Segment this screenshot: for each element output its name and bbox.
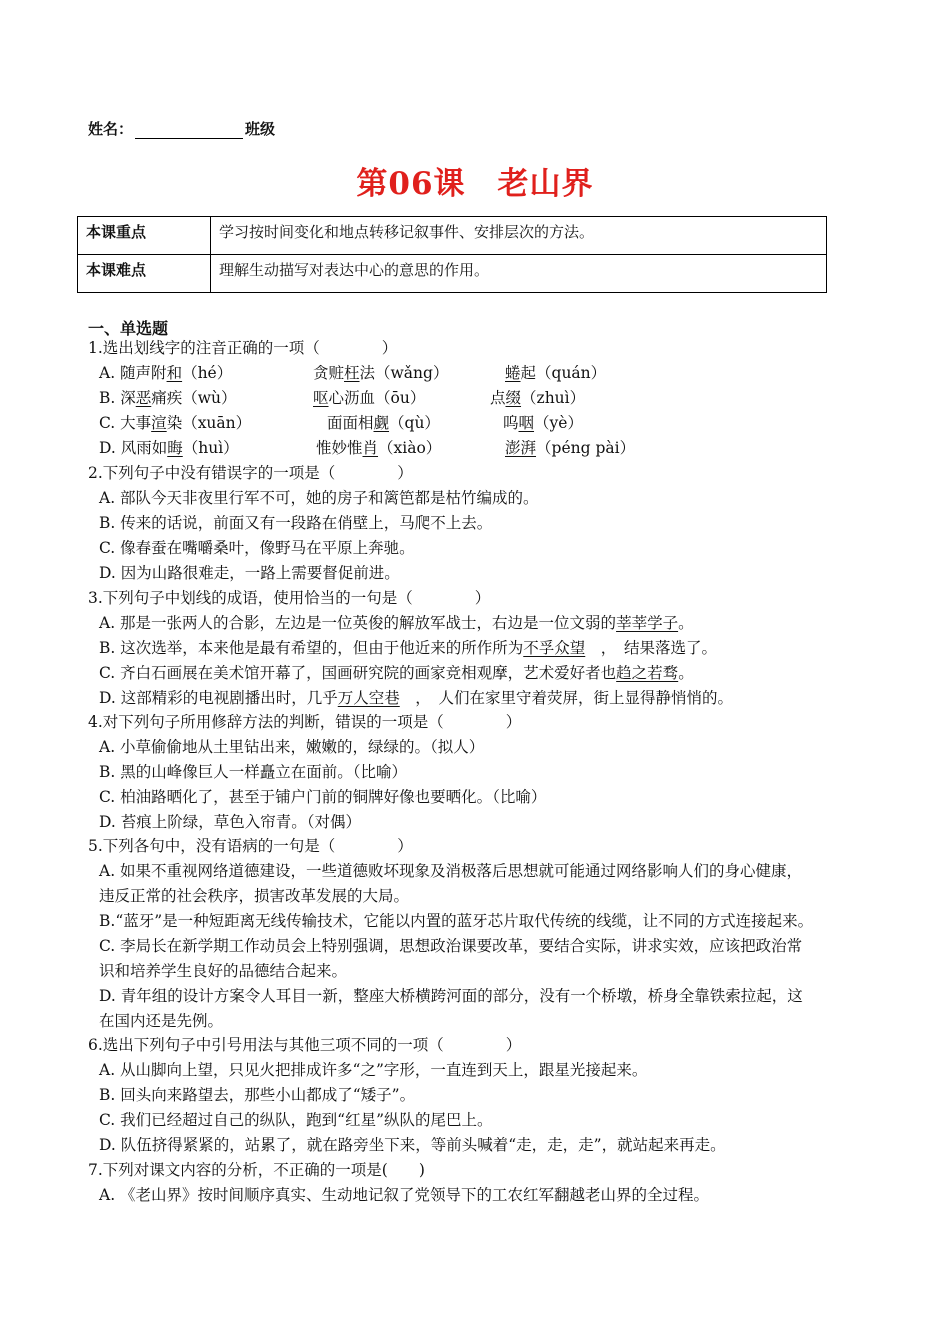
q3-option-c: C. 齐白石画展在美术馆开幕了，国画研究院的画家竞相观摩，艺术爱好者也趋之若骛。 xyxy=(99,664,694,682)
q5-option-a-line2: 违反正常的社会秩序，损害改革发展的大局。 xyxy=(99,887,410,905)
question-5-stem: 5.下列各句中，没有语病的一句是（ ） xyxy=(88,837,413,855)
q4-option-d: D. 苔痕上阶绿，草色入帘青。（对偶） xyxy=(99,813,361,831)
q5-option-d-line2: 在国内还是先例。 xyxy=(99,1012,224,1030)
q5-option-a-line1: A. 如果不重视网络道德建设，一些道德败坏现象及消极落后思想就可能通过网络影响人们的身心健康， xyxy=(99,862,803,880)
q5-option-d-line1: D. 青年组的设计方案令人耳目一新，整座大桥横跨河面的部分，没有一个桥墩，桥身全靠铁索拉起，这 xyxy=(99,987,803,1005)
focus-key: 本课重点 xyxy=(78,217,211,255)
student-info-line xyxy=(88,118,275,139)
q6-option-c: C. 我们已经超过自己的纵队，跑到“红星”纵队的尾巴上。 xyxy=(99,1111,493,1129)
q1-option-b1: B. 深恶痛疾（wù） xyxy=(99,389,237,407)
q6-option-a: A. 从山脚向上望，只见火把排成许多“之”字形，一直连到天上，跟星光接起来。 xyxy=(99,1061,648,1079)
difficulty-key: 本课难点 xyxy=(78,255,211,293)
section-heading: 一、单选题 xyxy=(88,319,169,338)
q2-option-d: D. 因为山路很难走，一路上需要督促前进。 xyxy=(99,564,400,582)
q4-option-b: B. 黑的山峰像巨人一样矗立在面前。（比喻） xyxy=(99,763,407,781)
q1-option-a3: 蜷起（quán） xyxy=(505,364,607,382)
q3-option-d: D. 这部精彩的电视剧播出时，几乎万人空巷 ， 人们在家里守着荧屏，街上显得静悄悄的。 xyxy=(99,689,734,707)
question-4-stem: 4.对下列句子所用修辞方法的判断，错误的一项是（ ） xyxy=(88,713,522,731)
q1-option-a1: A. 随声附和（hé） xyxy=(99,364,233,382)
q5-option-c-line2: 识和培养学生良好的品德结合起来。 xyxy=(99,962,348,980)
q4-option-c: C. 柏油路晒化了，甚至于铺户门前的铜牌好像也要晒化。（比喻） xyxy=(99,788,547,806)
table-row xyxy=(78,217,827,255)
q2-option-c: C. 像春蚕在嘴嚼桑叶，像野马在平原上奔驰。 xyxy=(99,539,415,557)
q1-option-c2: 面面相觑（qù） xyxy=(327,414,440,432)
q3-option-b: B. 这次选举，本来他是最有希望的，但由于他近来的所作所为不孚众望 ， 结果落选了。 xyxy=(99,639,718,657)
name-label: 姓名： xyxy=(88,120,134,138)
q5-option-c-line1: C. 李局长在新学期工作动员会上特别强调，思想政治课要改革，要结合实际，讲求实效，应该把政治常 xyxy=(99,937,803,955)
q7-option-a: A. 《老山界》按时间顺序真实、生动地记叙了党领导下的工农红军翻越老山界的全过程。 xyxy=(99,1186,710,1204)
question-1-stem: 1.选出划线字的注音正确的一项（ ） xyxy=(88,339,398,357)
q1-option-a2: 贪赃枉法（wǎng） xyxy=(313,364,449,382)
q5-option-b: B.“蓝牙”是一种短距离无线传输技术，它能以内置的蓝牙芯片取代传统的线缆，让不同的方式连接起来。 xyxy=(99,912,814,930)
q1-option-d2: 惟妙惟肖（xiào） xyxy=(316,439,442,457)
q3-option-a: A. 那是一张两人的合影，左边是一位英俊的解放军战士，右边是一位文弱的莘莘学子。 xyxy=(99,614,694,632)
lesson-focus-table xyxy=(77,216,827,293)
q1-option-c3: 呜咽（yè） xyxy=(503,414,583,432)
question-3-stem: 3.下列句子中划线的成语，使用恰当的一句是（ ） xyxy=(88,589,491,607)
q2-option-a: A. 部队今天非夜里行军不可，她的房子和篱笆都是枯竹编成的。 xyxy=(99,489,539,507)
question-7-stem: 7.下列对课文内容的分析，不正确的一项是( ) xyxy=(88,1161,425,1179)
difficulty-value: 理解生动描写对表达中心的意思的作用。 xyxy=(211,255,827,293)
q1-option-d1: D. 风雨如晦（huì） xyxy=(99,439,239,457)
q1-option-b3: 点缀（zhuì） xyxy=(490,389,586,407)
focus-value: 学习按时间变化和地点转移记叙事件、安排层次的方法。 xyxy=(211,217,827,255)
question-2-stem: 2.下列句子中没有错误字的一项是（ ） xyxy=(88,464,413,482)
name-blank-line[interactable] xyxy=(135,124,243,139)
class-label: 班级 xyxy=(245,120,276,138)
q6-option-b: B. 回头向来路望去，那些小山都成了“矮子”。 xyxy=(99,1086,416,1104)
q1-option-c1: C. 大事渲染（xuān） xyxy=(99,414,252,432)
question-6-stem: 6.选出下列句子中引号用法与其他三项不同的一项（ ） xyxy=(88,1036,522,1054)
q1-option-d3: 澎湃（péng pài） xyxy=(505,439,636,457)
table-row xyxy=(78,255,827,293)
q2-option-b: B. 传来的话说，前面又有一段路在俏壁上，马爬不上去。 xyxy=(99,514,493,532)
lesson-title: 第06课 老山界 xyxy=(356,166,594,202)
q4-option-a: A. 小草偷偷地从土里钻出来，嫩嫩的，绿绿的。（拟人） xyxy=(99,738,485,756)
q1-option-b2: 呕心沥血（ōu） xyxy=(313,389,426,407)
q6-option-d: D. 队伍挤得紧紧的，站累了，就在路旁坐下来，等前头喊着“走，走，走”，就站起来再走。 xyxy=(99,1136,726,1154)
